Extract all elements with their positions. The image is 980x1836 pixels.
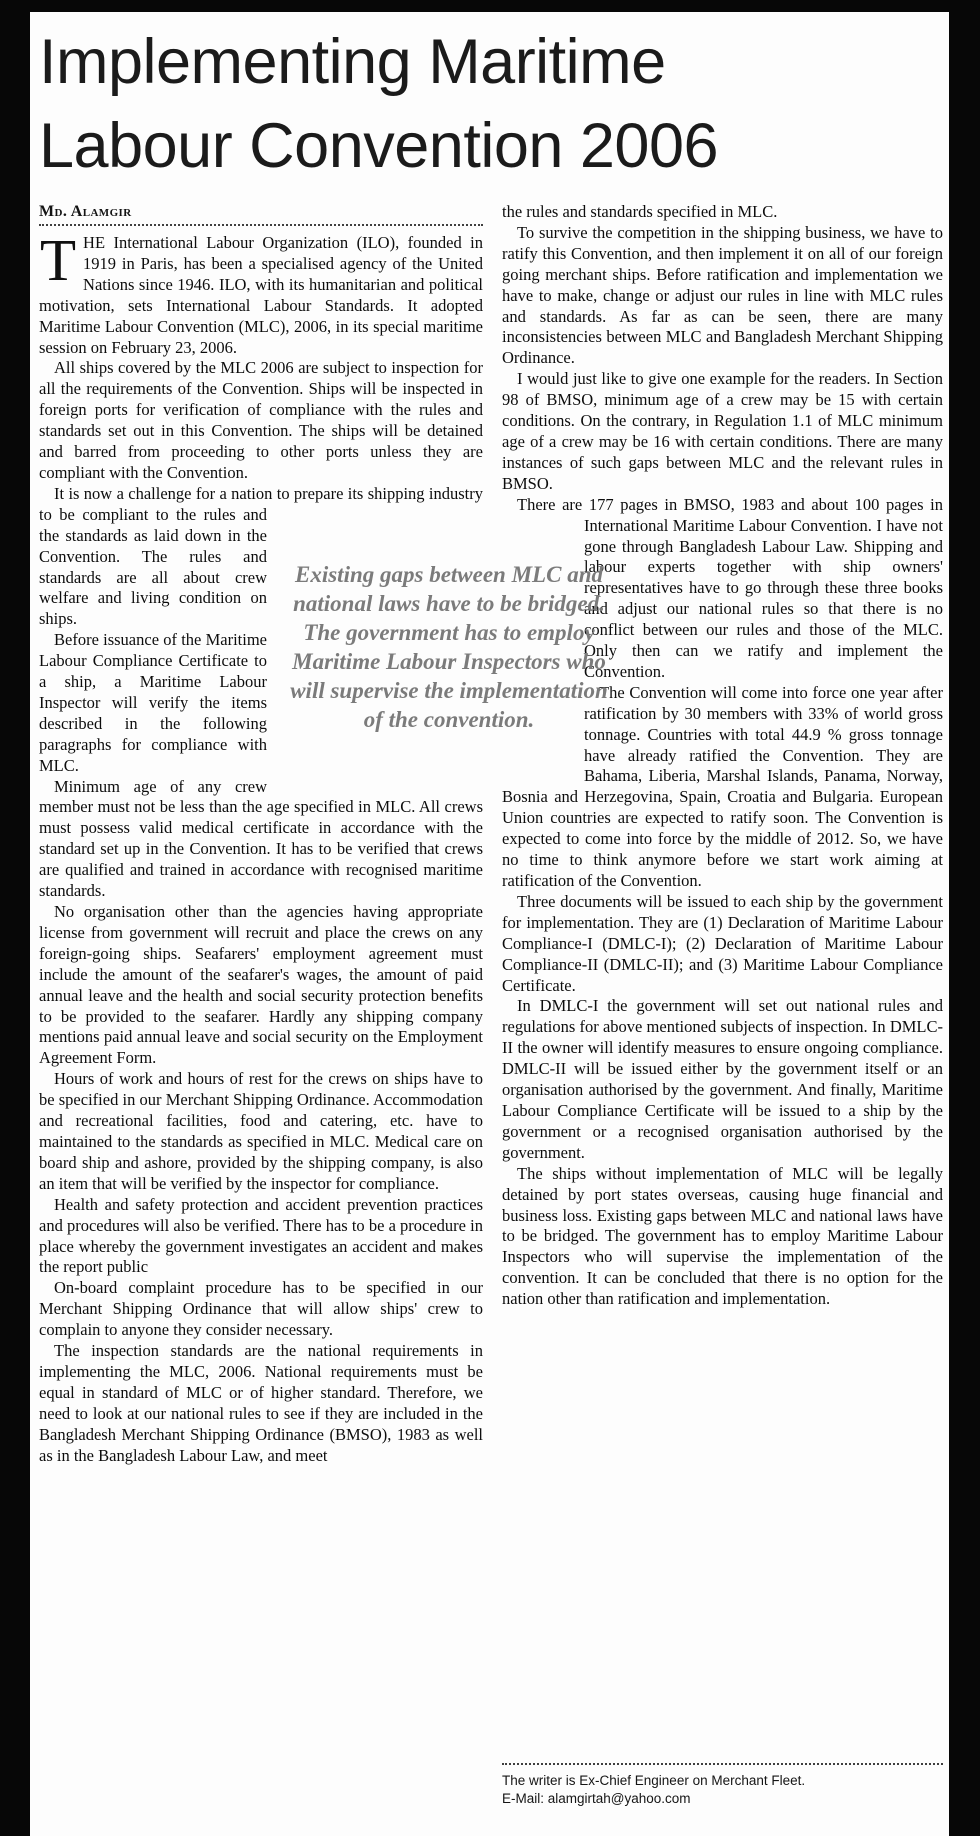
article-paragraph: To survive the competition in the shipping business, we have to ratify this Convention, and then implement it on all of our foreign going merchant ships. Before ratification and implementation we have to make, change or adjust our rules in line with MLC rules and standards. As far as can be seen, there are many inconsistencies between MLC and Bangladesh Merchant Shipping Ordinance. bbox=[502, 222, 943, 368]
article-paragraph: Hours of work and hours of rest for the crews on ships have to be specified in our Merchant Shipping Ordinance. Accommodation and recreational facilities, food and catering, etc. have to maintained to the standards as specified in MLC. Medical care on board ship and ashore, provided by the shipping company, is also an item that will be verified by the inspector for compliance. bbox=[39, 1069, 483, 1193]
article-paragraph: The Convention will come into force one year after ratification by 30 members with 33% of world gross tonnage. Countries with total 44.9 % gross tonnage have already ratified the Convention. They are Bahama, Liberia, Marshal Islands, Panama, Norway, Bosnia and Herzegovina, Spain, Croatia and Bulgaria. European Union countries are expected to ratify soon. The Convention is expected to come into force by the middle of 2012. So, we have no time to think anymore before we start work aiming at ratification of the Convention. bbox=[502, 682, 943, 890]
article-title-line-2: Labour Convention 2006 bbox=[39, 111, 719, 181]
right-column bbox=[502, 202, 943, 1807]
article-paragraph: I would just like to give one example for the readers. In Section 98 of BMSO, minimum age of a crew may be 15 with certain conditions. On the contrary, in Regulation 1.1 of MLC minimum age of a crew may be 16 with certain conditions. There are many instances of such gaps between MLC and the relevant rules in BMSO. bbox=[502, 369, 943, 493]
opening-paragraph-text: HE International Labour Organization (ILO), founded in 1919 in Paris, has been a specialised agency of the United Nations since 1946. ILO, with its humanitarian and political motivation, sets International Labour Standards. It adopted Maritime Labour Convention (MLC), 2006, in its special maritime session on February 23, 2006. bbox=[39, 233, 483, 357]
article-paragraph: the rules and standards specified in MLC. bbox=[502, 202, 778, 221]
article-paragraph: Before issuance of the Maritime Labour Compliance Certificate to a ship, a Maritime Labour Inspector will verify the items described in the following paragraphs for compliance with MLC. bbox=[39, 630, 267, 775]
article-footer bbox=[502, 1757, 943, 1807]
writer-credit: The writer is Ex-Chief Engineer on Merchant Fleet. bbox=[502, 1773, 806, 1788]
writer-email: E-Mail: alamgirtah@yahoo.com bbox=[502, 1790, 691, 1806]
article-paragraph: There are 177 pages in BMSO, 1983 and about 100 pages in International Maritime Labour Convention. I have not gone through Bangladesh Labour Law. Shipping and labour experts together with ship owners' representatives have to go through these three books and adjust our national rules so that there is no conflict between our rules and those of the MLC. Only then can we ratify and implement the Convention. bbox=[517, 494, 943, 681]
drop-cap: T bbox=[40, 227, 77, 293]
left-column-flow bbox=[39, 227, 483, 1466]
page-border-right bbox=[949, 0, 980, 1836]
article-paragraph: Minimum age of any crew member must not be less than the age specified in MLC. All crews must possess valid medical certificate in accordance with the standard set up in the Convention. It has to be verified that crews are qualified and trained in accordance with recognised maritime standards. bbox=[39, 776, 483, 901]
byline: Md. Alamgir bbox=[39, 203, 132, 220]
article-paragraph: In DMLC-I the government will set out national rules and regulations for above mentioned subjects of inspection. In DMLC-II the owner will identify measures to ensure ongoing compliance. DMLC-II will be issued either by the government itself or an organisation authorised by the government. And finally, Maritime Labour Compliance Certificate will be issued to a ship by the government or a recognised organisation authorised by the government. bbox=[502, 996, 943, 1162]
footer-rule bbox=[502, 1763, 943, 1765]
page-border-top bbox=[0, 0, 980, 12]
article-paragraph: The inspection standards are the national requirements in implementing the MLC, 2006. National requirements must be equal in standard of MLC or of higher standard. Therefore, we need to look at our national rules to see if they are included in the Bangladesh Merchant Shipping Ordinance (BMSO), 1983 as well as in the Bangladesh Labour Law, and meet bbox=[39, 1341, 483, 1465]
article-title-line-1: Implementing Maritime bbox=[39, 27, 666, 97]
byline-rule bbox=[39, 224, 483, 226]
article-title bbox=[39, 20, 943, 188]
pull-quote: Existing gaps between MLC and national laws have to be bridged. The government has to employ Maritime Labour Inspectors who will supervise the implementation of the convention. bbox=[290, 562, 608, 732]
article-paragraph: The ships without implementation of MLC will be legally detained by port states overseas, causing huge financial and business loss. Existing gaps between MLC and national laws have to be bridged. The government has to employ Maritime Labour Inspectors who will supervise the implementation of the convention. It can be concluded that there is no option for the nation other than ratification and implementation. bbox=[502, 1163, 943, 1309]
article-paragraph: It is now a challenge for a nation to prepare its shipping industry to be compliant to the rules and the standards as laid down in the Convention. The rules and standards are all about crew welfare and living condition on ships. bbox=[39, 483, 483, 629]
article-paragraph: On-board complaint procedure has to be specified in our Merchant Shipping Ordinance that will allow ships' crew to complain to anyone they consider necessary. bbox=[39, 1278, 483, 1340]
opening-paragraph bbox=[39, 227, 483, 358]
article-paragraph: Three documents will be issued to each ship by the government for implementation. They are (1) Declaration of Maritime Labour Compliance-I (DMLC-I); (2) Declaration of Maritime Labour Compliance-II (DMLC-II); and (3) Maritime Labour Compliance Certificate. bbox=[502, 891, 943, 995]
article-paragraph: Health and safety protection and accident prevention practices and procedures will also be verified. There has to be a procedure in place whereby the government investigates an accident and makes the report public bbox=[39, 1194, 483, 1277]
page-border-left bbox=[0, 0, 30, 1836]
article-paragraph: All ships covered by the MLC 2006 are subject to inspection for all the requirements of the Convention. Ships will be inspected in foreign ports for verification of compliance with the rules and standards set out in this Convention. The ships will be detained and barred from proceeding to other ports unless they are compliant with the Convention. bbox=[39, 358, 483, 482]
article-paragraph: No organisation other than the agencies having appropriate license from government will recruit and place the crews on any foreign-going ships. Seafarers' employment agreement must include the amount of the seafarer's wages, the amount of paid annual leave and the health and social security protection benefits to be provided to the seafarer. Hardly any shipping company mentions paid annual leave and social security on the Employment Agreement Form. bbox=[39, 902, 483, 1068]
left-column bbox=[39, 202, 483, 1807]
right-column-flow bbox=[502, 202, 943, 1310]
article-content bbox=[30, 12, 948, 1836]
article-columns bbox=[39, 202, 943, 1807]
